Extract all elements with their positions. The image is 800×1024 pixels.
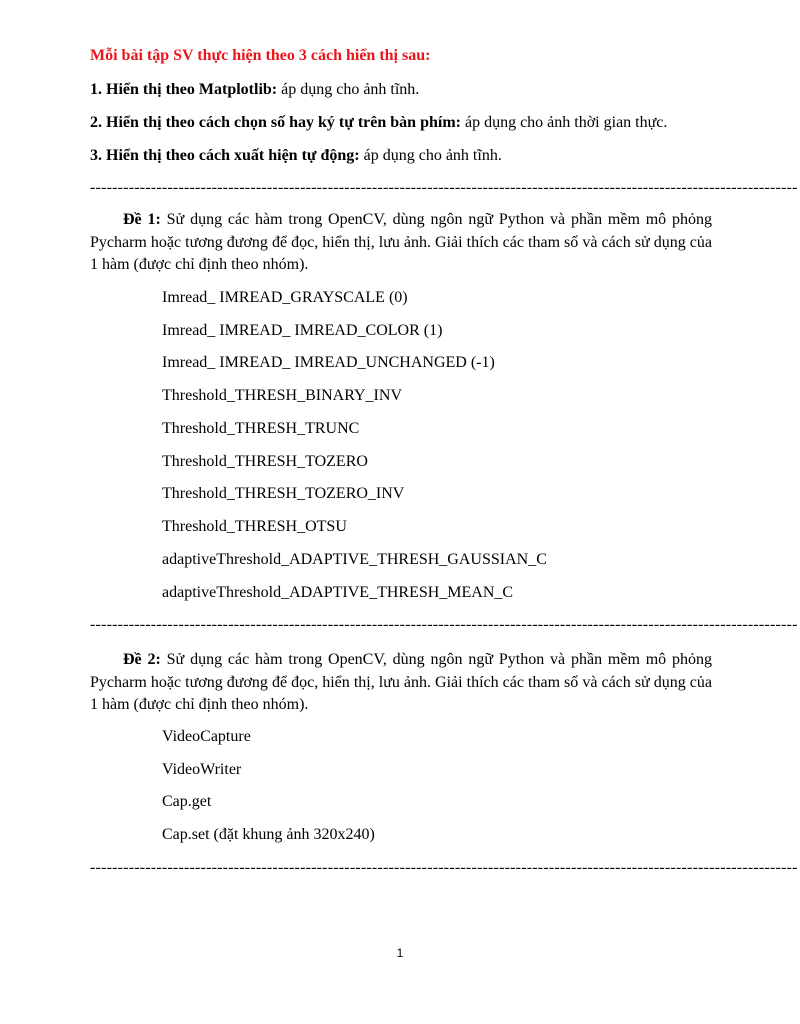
- page-title: Mỗi bài tập SV thực hiện theo 3 cách hiển thị sau:: [90, 47, 431, 64]
- de2-item: Cap.get: [162, 793, 212, 810]
- de1-item: Imread_ IMREAD_ IMREAD_UNCHANGED (-1): [162, 354, 495, 371]
- method-1: [90, 80, 419, 100]
- de2-text: Sử dụng các hàm trong OpenCV, dùng ngôn ngữ Python và phần mềm mô phỏng Pycharm hoặc tương đương để đọc, hiển thị, lưu ảnh. Giải thích các tham số và cách sử dụng của 1 hàm (được chỉ định theo nhóm).: [90, 651, 713, 713]
- de2-label: Đề 2:: [123, 651, 161, 668]
- method-3-desc: áp dụng cho ảnh tĩnh.: [359, 147, 502, 164]
- de1-text: Sử dụng các hàm trong OpenCV, dùng ngôn ngữ Python và phần mềm mô phỏng Pycharm hoặc tương đương để đọc, hiển thị, lưu ảnh. Giải thích các tham số và cách sử dụng của 1 hàm (được chỉ định theo nhóm).: [90, 211, 713, 273]
- de1-item: Threshold_THRESH_TOZERO: [162, 453, 368, 470]
- de1-item: adaptiveThreshold_ADAPTIVE_THRESH_MEAN_C: [162, 584, 514, 601]
- separator-1: --------------------------------------------------------------------------------------------------------------------------------: [90, 179, 798, 196]
- separator-3: --------------------------------------------------------------------------------------------------------------------------------: [90, 859, 798, 876]
- de1-item: Imread_ IMREAD_ IMREAD_COLOR (1): [162, 322, 443, 339]
- method-2: [90, 113, 667, 133]
- de1-item: adaptiveThreshold_ADAPTIVE_THRESH_GAUSSIAN_C: [162, 551, 547, 568]
- de1-item: Imread_ IMREAD_GRAYSCALE (0): [162, 289, 408, 306]
- method-3-label: 3. Hiển thị theo cách xuất hiện tự động:: [90, 147, 360, 164]
- method-1-label: 1. Hiển thị theo Matplotlib:: [90, 81, 278, 98]
- de1-item: Threshold_THRESH_TOZERO_INV: [162, 485, 405, 502]
- method-2-desc: áp dụng cho ảnh thời gian thực.: [460, 114, 668, 131]
- de1-item: Threshold_THRESH_BINARY_INV: [162, 387, 402, 404]
- de1-item: Threshold_THRESH_OTSU: [162, 518, 347, 535]
- de1-item: Threshold_THRESH_TRUNC: [162, 420, 360, 437]
- page-number: 1: [396, 946, 404, 960]
- de2-item: VideoWriter: [162, 761, 242, 778]
- method-3: [90, 146, 502, 166]
- de1-label: Đề 1:: [123, 211, 161, 228]
- de2-paragraph: [90, 649, 712, 717]
- method-2-label: 2. Hiển thị theo cách chọn số hay ký tự trên bàn phím:: [90, 114, 461, 131]
- de2-item: Cap.set (đặt khung ảnh 320x240): [162, 826, 375, 843]
- separator-2: --------------------------------------------------------------------------------------------------------------------------------: [90, 616, 798, 633]
- de1-paragraph: [90, 209, 712, 277]
- de2-item: VideoCapture: [162, 728, 251, 745]
- method-1-desc: áp dụng cho ảnh tĩnh.: [277, 81, 420, 98]
